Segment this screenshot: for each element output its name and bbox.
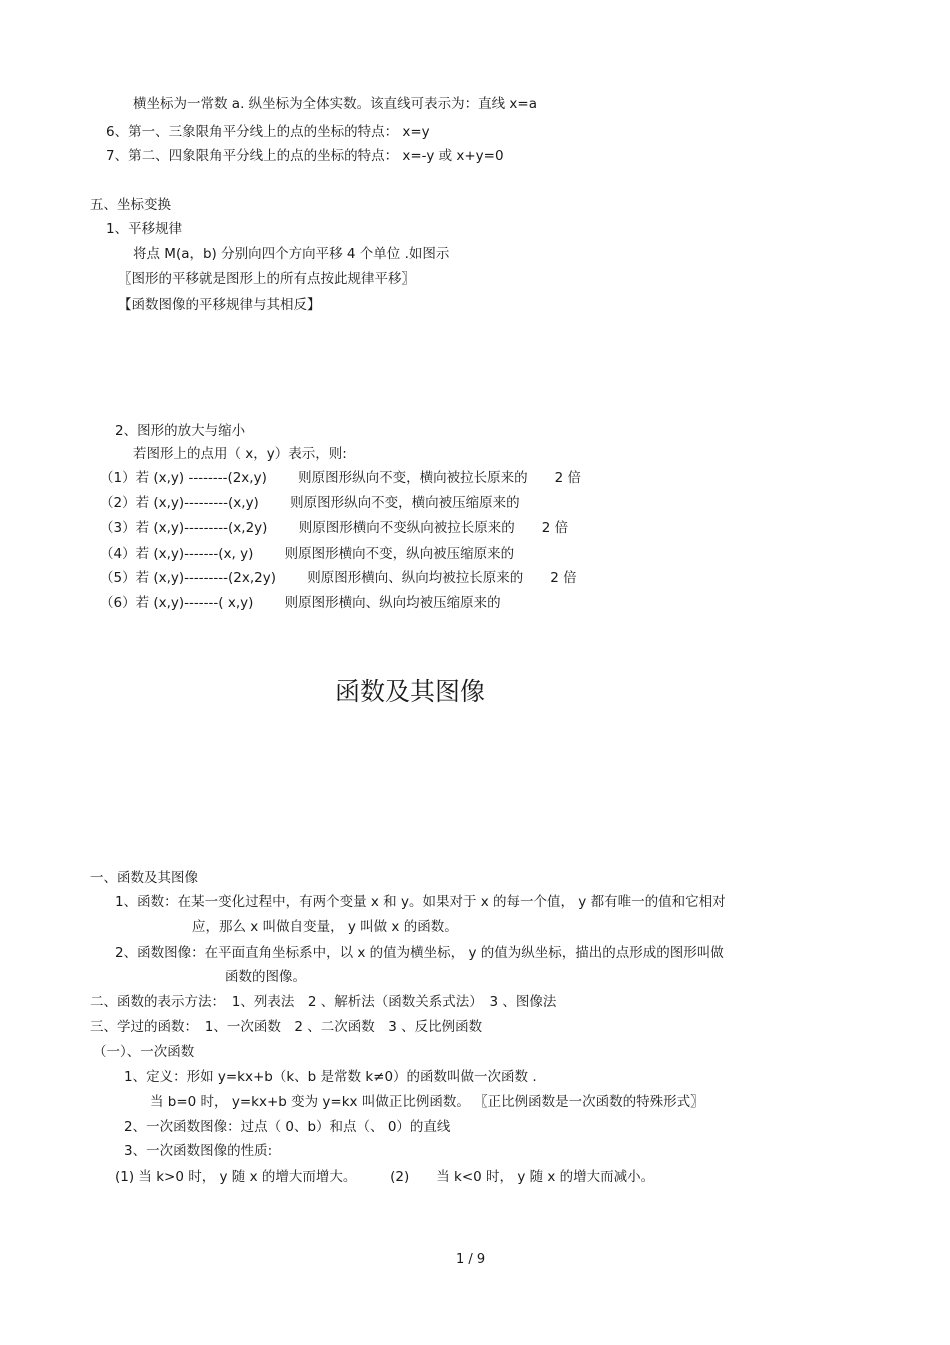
function-graph-line-1: 2、函数图像：在平面直角坐标系中，以 x 的值为横坐标， y 的值为纵坐标，描出的点形成的图形叫做 [115, 945, 724, 961]
linear-function-definition: 1、定义：形如 y=kx+b（k、b 是常数 k≠0）的函数叫做一次函数 . [124, 1069, 537, 1085]
section-heading-coordinate-transform: 五、坐标变换 [90, 197, 171, 213]
linear-function-heading: （一）、一次函数 [93, 1044, 195, 1060]
chapter-title: 函数及其图像 [335, 677, 486, 706]
scale-item-6: （6）若 (x,y)-------( x,y) 则原图形横向、纵向均被压缩原来的 [100, 595, 501, 611]
proportional-function-note: 当 b=0 时， y=kx+b 变为 y=kx 叫做正比例函数。 〖正比例函数是一次函数的特殊形式〗 [150, 1094, 704, 1110]
translate-line-2: 〖图形的平移就是图形上的所有点按此规律平移〗 [118, 271, 415, 287]
functions-heading-1: 一、函数及其图像 [90, 870, 198, 886]
scale-heading: 2、图形的放大与缩小 [115, 423, 246, 439]
linear-function-properties-heading: 3、一次函数图像的性质: [124, 1143, 273, 1159]
linear-function-graph: 2、一次函数图像：过点（ 0、b）和点（、 0）的直线 [124, 1119, 451, 1135]
page-number: 1 / 9 [456, 1252, 486, 1267]
translate-line-1: 将点 M(a，b) 分别向四个方向平移 4 个单位 .如图示 [133, 246, 450, 262]
functions-heading-3: 三、学过的函数： 1、一次函数 2 、二次函数 3 、反比例函数 [90, 1019, 483, 1035]
item-7: 7、第二、四象限角平分线上的点的坐标的特点： x=-y 或 x+y=0 [106, 148, 504, 164]
translate-heading: 1、平移规律 [106, 221, 183, 237]
function-def-line-1: 1、函数：在某一变化过程中，有两个变量 x 和 y。如果对于 x 的每一个值， y 都有唯一的值和它相对 [115, 894, 726, 910]
scale-item-3: （3）若 (x,y)---------(x,2y) 则原图形横向不变纵向被拉长原来的 2 倍 [100, 520, 569, 536]
function-graph-line-2: 函数的图像。 [225, 969, 306, 985]
scale-item-2: （2）若 (x,y)---------(x,y) 则原图形纵向不变，横向被压缩原来的 [100, 495, 520, 511]
linear-function-properties: (1) 当 k>0 时， y 随 x 的增大而增大。 (2) 当 k<0 时， y 随 x 的增大而减小。 [115, 1169, 655, 1185]
item-6: 6、第一、三象限角平分线上的点的坐标的特点： x=y [106, 124, 430, 140]
text-line-x-equals-a: 横坐标为一常数 a. 纵坐标为全体实数。该直线可表示为：直线 x=a [133, 96, 538, 112]
functions-heading-2: 二、函数的表示方法： 1、列表法 2 、解析法（函数关系式法） 3 、图像法 [90, 994, 557, 1010]
scale-item-5: （5）若 (x,y)---------(2x,2y) 则原图形横向、纵向均被拉长原来的 2 倍 [100, 570, 577, 586]
scale-intro: 若图形上的点用（ x，y）表示，则: [133, 446, 347, 462]
function-def-line-2: 应，那么 x 叫做自变量， y 叫做 x 的函数。 [192, 919, 458, 935]
translate-line-3: 【函数图像的平移规律与其相反】 [118, 297, 321, 313]
scale-item-1: （1）若 (x,y) --------(2x,y) 则原图形纵向不变，横向被拉长原来的 2 倍 [100, 470, 582, 486]
scale-item-4: （4）若 (x,y)-------(x, y) 则原图形横向不变，纵向被压缩原来的 [100, 546, 515, 562]
